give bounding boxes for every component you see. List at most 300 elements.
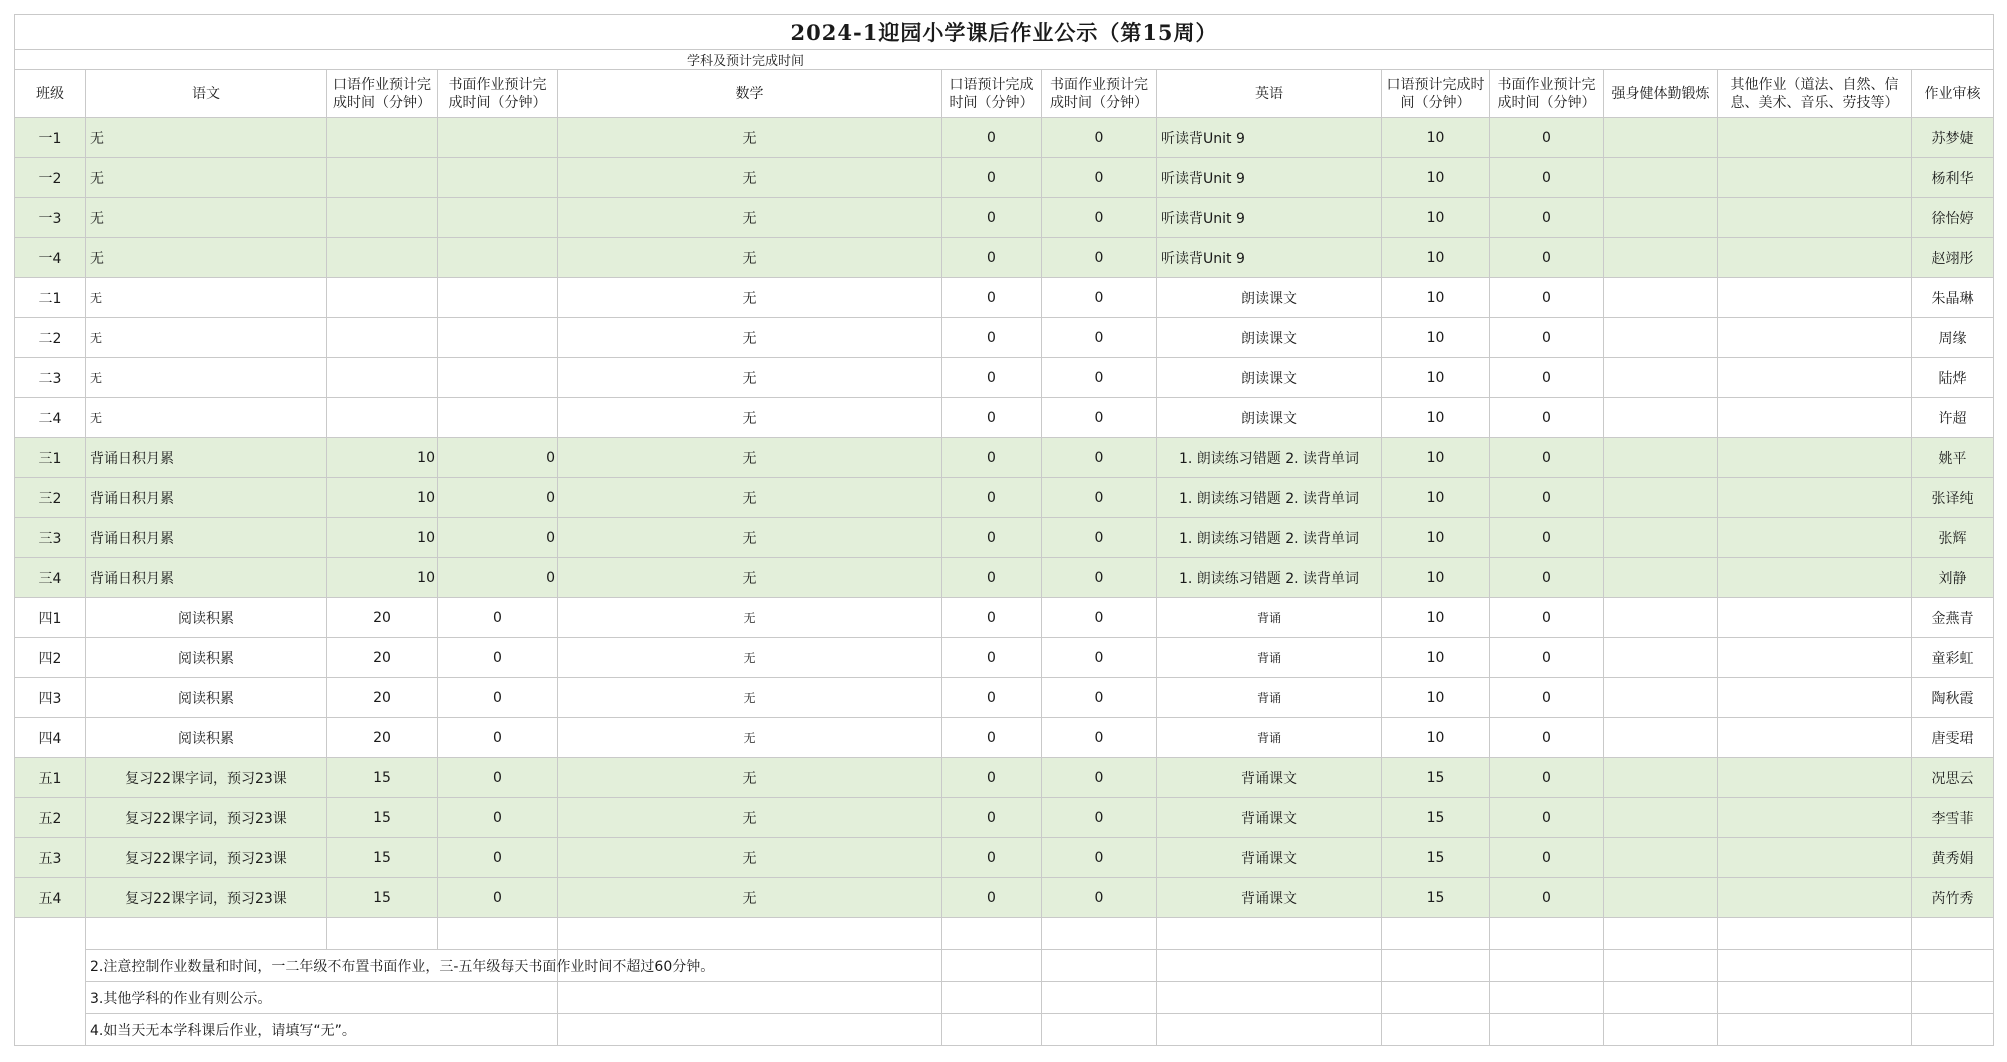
blank-row bbox=[15, 918, 1994, 950]
cell-chinese: 复习22课字词，预习23课 bbox=[86, 838, 327, 878]
cell-en-oral: 10 bbox=[1382, 158, 1490, 198]
cell-fitness bbox=[1604, 118, 1718, 158]
cell-math-written: 0 bbox=[1042, 438, 1157, 478]
note-blank-cell bbox=[1042, 982, 1157, 1014]
cell-reviewer: 陆烨 bbox=[1912, 358, 1994, 398]
cell-chinese: 背诵日积月累 bbox=[86, 518, 327, 558]
cell-cn-oral: 20 bbox=[327, 718, 438, 758]
cell-reviewer: 姚平 bbox=[1912, 438, 1994, 478]
cell-fitness bbox=[1604, 558, 1718, 598]
note-blank-cell bbox=[558, 1014, 942, 1046]
cell-en-oral: 10 bbox=[1382, 238, 1490, 278]
cell-math: 无 bbox=[558, 718, 942, 758]
note-blank-cell bbox=[1718, 1014, 1912, 1046]
cell-other bbox=[1718, 238, 1912, 278]
cell-cn-oral: 10 bbox=[327, 478, 438, 518]
note-blank-cell bbox=[1382, 982, 1490, 1014]
note-blank-cell bbox=[1042, 950, 1157, 982]
blank-cell bbox=[1382, 918, 1490, 950]
cell-class: 二2 bbox=[15, 318, 86, 358]
blank-cell bbox=[1490, 918, 1604, 950]
cell-math: 无 bbox=[558, 318, 942, 358]
note-row bbox=[15, 1014, 1994, 1046]
cell-fitness bbox=[1604, 278, 1718, 318]
cell-en-written: 0 bbox=[1490, 358, 1604, 398]
table-row bbox=[15, 878, 1994, 918]
cell-math-written: 0 bbox=[1042, 718, 1157, 758]
cell-other bbox=[1718, 598, 1912, 638]
cell-other bbox=[1718, 678, 1912, 718]
cell-cn-written: 0 bbox=[438, 678, 558, 718]
table-row bbox=[15, 358, 1994, 398]
cell-chinese: 阅读积累 bbox=[86, 678, 327, 718]
note-row bbox=[15, 982, 1994, 1014]
table-row bbox=[15, 678, 1994, 718]
cell-en-written: 0 bbox=[1490, 718, 1604, 758]
cell-math-written: 0 bbox=[1042, 398, 1157, 438]
table-row bbox=[15, 638, 1994, 678]
note-text: 3.其他学科的作业有则公示。 bbox=[86, 982, 558, 1014]
cell-english: 背诵课文 bbox=[1157, 798, 1382, 838]
header-cn-written: 书面作业预计完成时间（分钟） bbox=[438, 70, 558, 118]
cell-english: 背诵课文 bbox=[1157, 878, 1382, 918]
cell-math-written: 0 bbox=[1042, 158, 1157, 198]
note-blank-cell bbox=[1604, 950, 1718, 982]
cell-other bbox=[1718, 438, 1912, 478]
cell-en-written: 0 bbox=[1490, 638, 1604, 678]
cell-en-written: 0 bbox=[1490, 398, 1604, 438]
cell-math-oral: 0 bbox=[942, 398, 1042, 438]
cell-cn-oral bbox=[327, 198, 438, 238]
cell-en-oral: 10 bbox=[1382, 598, 1490, 638]
cell-cn-written bbox=[438, 318, 558, 358]
cell-other bbox=[1718, 398, 1912, 438]
cell-math: 无 bbox=[558, 358, 942, 398]
cell-reviewer: 张辉 bbox=[1912, 518, 1994, 558]
note-blank-cell bbox=[1157, 950, 1382, 982]
note-blank-cell bbox=[1490, 1014, 1604, 1046]
cell-fitness bbox=[1604, 878, 1718, 918]
cell-cn-written: 0 bbox=[438, 558, 558, 598]
cell-english: 听读背Unit 9 bbox=[1157, 118, 1382, 158]
cell-class: 四1 bbox=[15, 598, 86, 638]
cell-en-written: 0 bbox=[1490, 878, 1604, 918]
table-row bbox=[15, 158, 1994, 198]
cell-math-written: 0 bbox=[1042, 638, 1157, 678]
cell-cn-written bbox=[438, 118, 558, 158]
cell-english: 1. 朗读练习错题 2. 读背单词 bbox=[1157, 518, 1382, 558]
cell-fitness bbox=[1604, 398, 1718, 438]
cell-english: 背诵 bbox=[1157, 718, 1382, 758]
cell-other bbox=[1718, 758, 1912, 798]
cell-math-written: 0 bbox=[1042, 558, 1157, 598]
cell-en-written: 0 bbox=[1490, 158, 1604, 198]
cell-fitness bbox=[1604, 838, 1718, 878]
blank-cell bbox=[1042, 918, 1157, 950]
cell-math-written: 0 bbox=[1042, 798, 1157, 838]
cell-en-oral: 10 bbox=[1382, 278, 1490, 318]
cell-cn-oral bbox=[327, 358, 438, 398]
cell-en-oral: 10 bbox=[1382, 358, 1490, 398]
table-row bbox=[15, 718, 1994, 758]
cell-math-written: 0 bbox=[1042, 358, 1157, 398]
cell-math: 无 bbox=[558, 478, 942, 518]
cell-cn-written bbox=[438, 198, 558, 238]
cell-cn-oral: 10 bbox=[327, 438, 438, 478]
header-other: 其他作业（道法、自然、信息、美术、音乐、劳技等） bbox=[1718, 70, 1912, 118]
cell-cn-oral: 20 bbox=[327, 678, 438, 718]
cell-math-written: 0 bbox=[1042, 758, 1157, 798]
cell-fitness bbox=[1604, 638, 1718, 678]
cell-math-written: 0 bbox=[1042, 878, 1157, 918]
cell-class: 四3 bbox=[15, 678, 86, 718]
cell-cn-written bbox=[438, 278, 558, 318]
cell-en-oral: 10 bbox=[1382, 718, 1490, 758]
cell-chinese: 无 bbox=[86, 118, 327, 158]
cell-en-oral: 10 bbox=[1382, 198, 1490, 238]
cell-en-written: 0 bbox=[1490, 518, 1604, 558]
cell-other bbox=[1718, 318, 1912, 358]
cell-math: 无 bbox=[558, 398, 942, 438]
cell-math-oral: 0 bbox=[942, 798, 1042, 838]
cell-reviewer: 刘静 bbox=[1912, 558, 1994, 598]
cell-reviewer: 唐雯珺 bbox=[1912, 718, 1994, 758]
cell-english: 背诵 bbox=[1157, 638, 1382, 678]
blank-cell bbox=[1157, 918, 1382, 950]
cell-reviewer: 童彩虹 bbox=[1912, 638, 1994, 678]
header-cn-oral: 口语作业预计完成时间（分钟） bbox=[327, 70, 438, 118]
cell-math-written: 0 bbox=[1042, 198, 1157, 238]
cell-en-written: 0 bbox=[1490, 238, 1604, 278]
cell-other bbox=[1718, 158, 1912, 198]
cell-chinese: 无 bbox=[86, 238, 327, 278]
cell-reviewer: 赵翊彤 bbox=[1912, 238, 1994, 278]
cell-cn-oral: 15 bbox=[327, 838, 438, 878]
blank-cell bbox=[15, 918, 86, 950]
cell-math: 无 bbox=[558, 638, 942, 678]
table-row bbox=[15, 438, 1994, 478]
header-en-written: 书面作业预计完成时间（分钟） bbox=[1490, 70, 1604, 118]
cell-en-written: 0 bbox=[1490, 438, 1604, 478]
note-gutter bbox=[15, 1014, 86, 1046]
cell-class: 三2 bbox=[15, 478, 86, 518]
cell-chinese: 背诵日积月累 bbox=[86, 558, 327, 598]
blank-cell bbox=[558, 918, 942, 950]
cell-class: 二4 bbox=[15, 398, 86, 438]
note-blank-cell bbox=[942, 982, 1042, 1014]
cell-math-written: 0 bbox=[1042, 278, 1157, 318]
cell-en-oral: 15 bbox=[1382, 758, 1490, 798]
cell-english: 背诵课文 bbox=[1157, 838, 1382, 878]
cell-english: 背诵 bbox=[1157, 598, 1382, 638]
cell-math-oral: 0 bbox=[942, 718, 1042, 758]
note-blank-cell bbox=[1718, 950, 1912, 982]
cell-cn-written bbox=[438, 238, 558, 278]
cell-class: 五2 bbox=[15, 798, 86, 838]
cell-chinese: 无 bbox=[86, 158, 327, 198]
cell-en-written: 0 bbox=[1490, 558, 1604, 598]
cell-class: 一2 bbox=[15, 158, 86, 198]
cell-fitness bbox=[1604, 238, 1718, 278]
cell-chinese: 背诵日积月累 bbox=[86, 478, 327, 518]
cell-english: 背诵 bbox=[1157, 678, 1382, 718]
cell-math-oral: 0 bbox=[942, 198, 1042, 238]
cell-english: 听读背Unit 9 bbox=[1157, 198, 1382, 238]
cell-reviewer: 陶秋霞 bbox=[1912, 678, 1994, 718]
blank-cell bbox=[1604, 918, 1718, 950]
cell-en-written: 0 bbox=[1490, 838, 1604, 878]
cell-other bbox=[1718, 838, 1912, 878]
table-row bbox=[15, 758, 1994, 798]
cell-other bbox=[1718, 478, 1912, 518]
cell-other bbox=[1718, 558, 1912, 598]
cell-en-oral: 10 bbox=[1382, 118, 1490, 158]
blank-cell bbox=[1912, 918, 1994, 950]
cell-fitness bbox=[1604, 798, 1718, 838]
cell-fitness bbox=[1604, 158, 1718, 198]
cell-cn-written: 0 bbox=[438, 718, 558, 758]
cell-math-oral: 0 bbox=[942, 558, 1042, 598]
cell-math: 无 bbox=[558, 878, 942, 918]
cell-chinese: 背诵日积月累 bbox=[86, 438, 327, 478]
cell-english: 朗读课文 bbox=[1157, 398, 1382, 438]
table-row bbox=[15, 558, 1994, 598]
cell-math: 无 bbox=[558, 558, 942, 598]
table-row bbox=[15, 478, 1994, 518]
cell-math-written: 0 bbox=[1042, 318, 1157, 358]
header-chinese: 语文 bbox=[86, 70, 327, 118]
table-row bbox=[15, 118, 1994, 158]
cell-other bbox=[1718, 278, 1912, 318]
cell-en-oral: 15 bbox=[1382, 878, 1490, 918]
cell-math: 无 bbox=[558, 798, 942, 838]
note-blank-cell bbox=[1490, 982, 1604, 1014]
note-blank-cell bbox=[1912, 982, 1994, 1014]
cell-reviewer: 朱晶琳 bbox=[1912, 278, 1994, 318]
cell-math-oral: 0 bbox=[942, 878, 1042, 918]
cell-math-oral: 0 bbox=[942, 238, 1042, 278]
cell-english: 朗读课文 bbox=[1157, 358, 1382, 398]
cell-cn-oral bbox=[327, 318, 438, 358]
cell-en-oral: 10 bbox=[1382, 678, 1490, 718]
note-blank-cell bbox=[1157, 982, 1382, 1014]
note-blank-cell bbox=[1604, 1014, 1718, 1046]
table-row bbox=[15, 198, 1994, 238]
note-blank-cell bbox=[1157, 1014, 1382, 1046]
cell-reviewer: 李雪菲 bbox=[1912, 798, 1994, 838]
note-blank-cell bbox=[942, 1014, 1042, 1046]
header-en-oral: 口语预计完成时间（分钟） bbox=[1382, 70, 1490, 118]
cell-cn-oral bbox=[327, 118, 438, 158]
cell-math: 无 bbox=[558, 438, 942, 478]
cell-other bbox=[1718, 358, 1912, 398]
cell-cn-written: 0 bbox=[438, 598, 558, 638]
note-text: 2.注意控制作业数量和时间，一二年级不布置书面作业，三-五年级每天书面作业时间不超过60分钟。 bbox=[86, 950, 558, 982]
cell-math-oral: 0 bbox=[942, 118, 1042, 158]
cell-en-written: 0 bbox=[1490, 598, 1604, 638]
cell-cn-oral: 15 bbox=[327, 758, 438, 798]
cell-reviewer: 况思云 bbox=[1912, 758, 1994, 798]
cell-en-written: 0 bbox=[1490, 798, 1604, 838]
blank-cell bbox=[1718, 918, 1912, 950]
cell-en-written: 0 bbox=[1490, 478, 1604, 518]
cell-english: 听读背Unit 9 bbox=[1157, 158, 1382, 198]
cell-english: 1. 朗读练习错题 2. 读背单词 bbox=[1157, 558, 1382, 598]
cell-english: 背诵课文 bbox=[1157, 758, 1382, 798]
cell-class: 二1 bbox=[15, 278, 86, 318]
cell-math: 无 bbox=[558, 198, 942, 238]
cell-math: 无 bbox=[558, 678, 942, 718]
cell-other bbox=[1718, 878, 1912, 918]
table-row bbox=[15, 838, 1994, 878]
cell-math-oral: 0 bbox=[942, 478, 1042, 518]
note-text: 4.如当天无本学科课后作业，请填写“无”。 bbox=[86, 1014, 558, 1046]
cell-class: 一4 bbox=[15, 238, 86, 278]
cell-chinese: 复习22课字词，预习23课 bbox=[86, 798, 327, 838]
blank-cell bbox=[942, 918, 1042, 950]
cell-cn-oral bbox=[327, 278, 438, 318]
cell-other bbox=[1718, 718, 1912, 758]
cell-cn-written: 0 bbox=[438, 758, 558, 798]
cell-cn-oral: 15 bbox=[327, 798, 438, 838]
cell-en-oral: 10 bbox=[1382, 478, 1490, 518]
cell-en-oral: 10 bbox=[1382, 398, 1490, 438]
header-math: 数学 bbox=[558, 70, 942, 118]
cell-math-oral: 0 bbox=[942, 358, 1042, 398]
cell-chinese: 无 bbox=[86, 398, 327, 438]
cell-other bbox=[1718, 638, 1912, 678]
cell-reviewer: 周缘 bbox=[1912, 318, 1994, 358]
cell-cn-written: 0 bbox=[438, 798, 558, 838]
table-row bbox=[15, 598, 1994, 638]
cell-cn-written bbox=[438, 398, 558, 438]
cell-en-oral: 10 bbox=[1382, 438, 1490, 478]
cell-fitness bbox=[1604, 358, 1718, 398]
cell-chinese: 无 bbox=[86, 358, 327, 398]
cell-chinese: 无 bbox=[86, 318, 327, 358]
cell-en-oral: 10 bbox=[1382, 318, 1490, 358]
cell-other bbox=[1718, 798, 1912, 838]
cell-chinese: 复习22课字词，预习23课 bbox=[86, 758, 327, 798]
cell-fitness bbox=[1604, 758, 1718, 798]
blank-cell bbox=[438, 918, 558, 950]
cell-math-written: 0 bbox=[1042, 518, 1157, 558]
cell-fitness bbox=[1604, 718, 1718, 758]
cell-other bbox=[1718, 118, 1912, 158]
cell-en-oral: 10 bbox=[1382, 638, 1490, 678]
cell-cn-written: 0 bbox=[438, 438, 558, 478]
cell-cn-written: 0 bbox=[438, 638, 558, 678]
cell-fitness bbox=[1604, 438, 1718, 478]
cell-reviewer: 金燕青 bbox=[1912, 598, 1994, 638]
cell-class: 五1 bbox=[15, 758, 86, 798]
header-math-written: 书面作业预计完成时间（分钟） bbox=[1042, 70, 1157, 118]
table-row bbox=[15, 278, 1994, 318]
cell-reviewer: 徐怡婷 bbox=[1912, 198, 1994, 238]
cell-en-written: 0 bbox=[1490, 118, 1604, 158]
cell-reviewer: 张译纯 bbox=[1912, 478, 1994, 518]
table-row bbox=[15, 318, 1994, 358]
cell-class: 一3 bbox=[15, 198, 86, 238]
header-class: 班级 bbox=[15, 70, 86, 118]
header-english: 英语 bbox=[1157, 70, 1382, 118]
cell-cn-written: 0 bbox=[438, 478, 558, 518]
cell-en-written: 0 bbox=[1490, 278, 1604, 318]
cell-en-oral: 10 bbox=[1382, 518, 1490, 558]
cell-other bbox=[1718, 198, 1912, 238]
cell-other bbox=[1718, 518, 1912, 558]
cell-math: 无 bbox=[558, 118, 942, 158]
cell-math-oral: 0 bbox=[942, 158, 1042, 198]
cell-fitness bbox=[1604, 198, 1718, 238]
cell-math-oral: 0 bbox=[942, 758, 1042, 798]
cell-english: 1. 朗读练习错题 2. 读背单词 bbox=[1157, 438, 1382, 478]
cell-cn-oral bbox=[327, 158, 438, 198]
cell-cn-oral bbox=[327, 238, 438, 278]
cell-cn-written: 0 bbox=[438, 838, 558, 878]
cell-math-oral: 0 bbox=[942, 438, 1042, 478]
cell-math-written: 0 bbox=[1042, 598, 1157, 638]
table-row bbox=[15, 518, 1994, 558]
cell-math: 无 bbox=[558, 838, 942, 878]
cell-math-oral: 0 bbox=[942, 838, 1042, 878]
cell-en-written: 0 bbox=[1490, 198, 1604, 238]
cell-reviewer: 许超 bbox=[1912, 398, 1994, 438]
cell-class: 四4 bbox=[15, 718, 86, 758]
header-reviewer: 作业审核 bbox=[1912, 70, 1994, 118]
cell-fitness bbox=[1604, 678, 1718, 718]
cell-cn-written: 0 bbox=[438, 518, 558, 558]
cell-class: 四2 bbox=[15, 638, 86, 678]
cell-chinese: 无 bbox=[86, 278, 327, 318]
cell-math: 无 bbox=[558, 158, 942, 198]
cell-english: 朗读课文 bbox=[1157, 318, 1382, 358]
note-blank-cell bbox=[558, 982, 942, 1014]
cell-math-oral: 0 bbox=[942, 518, 1042, 558]
cell-math: 无 bbox=[558, 518, 942, 558]
table-row bbox=[15, 798, 1994, 838]
cell-math-oral: 0 bbox=[942, 678, 1042, 718]
cell-reviewer: 杨利华 bbox=[1912, 158, 1994, 198]
cell-class: 五3 bbox=[15, 838, 86, 878]
cell-math-oral: 0 bbox=[942, 318, 1042, 358]
cell-english: 1. 朗读练习错题 2. 读背单词 bbox=[1157, 478, 1382, 518]
cell-cn-written bbox=[438, 158, 558, 198]
cell-reviewer: 苏梦婕 bbox=[1912, 118, 1994, 158]
cell-math-oral: 0 bbox=[942, 638, 1042, 678]
note-blank-cell bbox=[1604, 982, 1718, 1014]
cell-class: 三1 bbox=[15, 438, 86, 478]
subtitle: 学科及预计完成时间 bbox=[15, 50, 1994, 70]
cell-en-written: 0 bbox=[1490, 678, 1604, 718]
cell-class: 一1 bbox=[15, 118, 86, 158]
cell-math-written: 0 bbox=[1042, 678, 1157, 718]
cell-cn-oral: 15 bbox=[327, 878, 438, 918]
cell-math: 无 bbox=[558, 758, 942, 798]
header-math-oral: 口语预计完成时间（分钟） bbox=[942, 70, 1042, 118]
cell-cn-oral: 20 bbox=[327, 598, 438, 638]
cell-class: 五4 bbox=[15, 878, 86, 918]
note-gutter bbox=[15, 982, 86, 1014]
cell-chinese: 复习22课字词，预习23课 bbox=[86, 878, 327, 918]
table-row bbox=[15, 238, 1994, 278]
cell-en-oral: 10 bbox=[1382, 558, 1490, 598]
homework-table bbox=[14, 14, 1994, 1046]
note-blank-cell bbox=[1382, 950, 1490, 982]
cell-chinese: 阅读积累 bbox=[86, 718, 327, 758]
cell-en-written: 0 bbox=[1490, 758, 1604, 798]
cell-math-oral: 0 bbox=[942, 598, 1042, 638]
